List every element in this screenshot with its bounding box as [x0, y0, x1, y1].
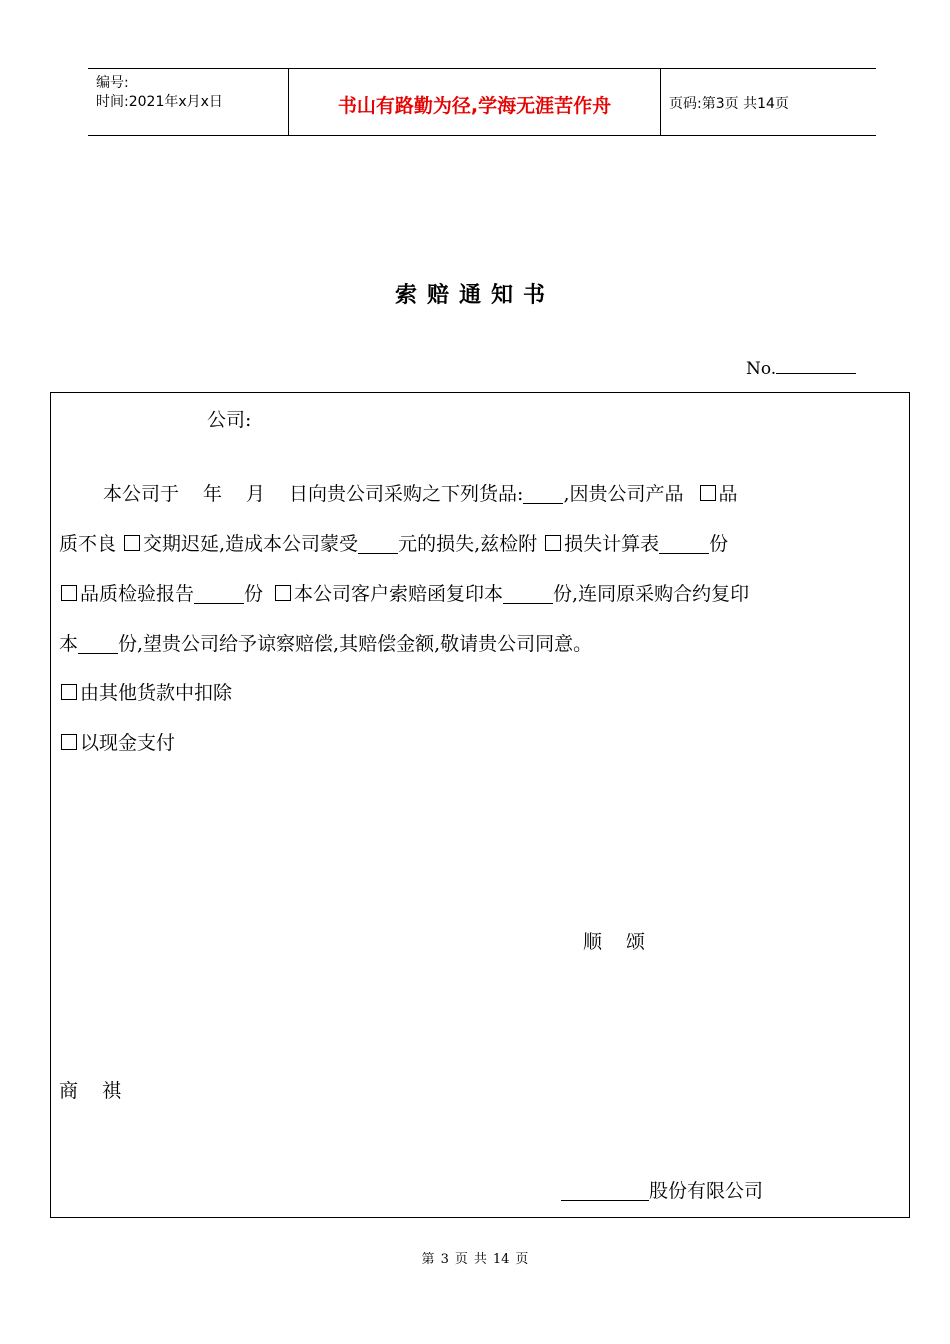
claim-copy-count-blank [503, 585, 553, 604]
document-number-label: No. [746, 359, 777, 379]
inspection-count-blank [194, 585, 244, 604]
closing-char-4: 祺 [102, 1080, 122, 1102]
p4-text-b: 份,望贵公司给予谅察赔偿,其赔偿金额,敬请贵公司同意。 [118, 633, 593, 655]
closing-char-3: 商 [59, 1080, 79, 1102]
option-deduct [59, 684, 232, 703]
paragraph-line-4 [59, 635, 592, 654]
goods-blank [523, 485, 563, 504]
header-table [88, 68, 876, 136]
option-cash-label: 以现金支付 [80, 732, 176, 754]
p2-text-c: 元的损失,兹检附 [398, 533, 538, 555]
header-page-cell [661, 69, 876, 135]
signature-company [561, 1182, 763, 1201]
option-cash [59, 734, 175, 753]
p1-text-d: 品 [718, 483, 738, 505]
footer-di: 第 [421, 1252, 435, 1267]
closing-char-1: 顺 [583, 931, 603, 953]
p3-text-b: 份 [244, 583, 264, 605]
paragraph-line-3 [59, 585, 749, 604]
delay-checkbox [124, 535, 140, 551]
cash-checkbox [61, 734, 77, 750]
option-deduct-label: 由其他货款中扣除 [80, 682, 233, 704]
document-number [746, 356, 856, 379]
company-name-blank [561, 1182, 649, 1201]
header-motto: 书山有路勤为径,学海无涯苦作舟 [337, 95, 612, 117]
closing-shunsong [583, 933, 645, 952]
footer-page-number: 3 [440, 1252, 449, 1267]
footer-ye-2: 页 [515, 1252, 529, 1267]
document-title: 索赔通知书 [394, 283, 555, 308]
document-number-blank [776, 356, 856, 374]
company-suffix: 股份有限公司 [649, 1180, 764, 1202]
loss-calc-checkbox [545, 535, 561, 551]
header-number-label: 编号: [96, 75, 129, 91]
header-motto-cell [288, 69, 661, 135]
inspection-report-checkbox [61, 585, 77, 601]
p2-text-a: 质不良 [59, 533, 117, 555]
closing-shangqi [59, 1082, 121, 1101]
p1-year: 年 [203, 483, 223, 505]
p2-text-e: 份 [709, 533, 729, 555]
p1-text-c: ,因贵公司产品 [563, 483, 684, 505]
footer-gong: 共 [473, 1252, 487, 1267]
p3-text-c: 本公司客户索赔函复印本 [294, 583, 504, 605]
quality-checkbox [700, 485, 716, 501]
p3-text-a: 品质检验报告 [80, 583, 195, 605]
customer-claim-checkbox [275, 585, 291, 601]
recipient-line: 公司: [207, 409, 252, 431]
p1-text-b: 日向贵公司采购之下列货品: [289, 483, 524, 505]
footer-total-pages: 14 [492, 1252, 510, 1267]
loss-calc-count-blank [659, 535, 709, 554]
page-footer [0, 1248, 950, 1267]
p4-text-a: 本 [59, 633, 79, 655]
loss-amount-blank [358, 535, 398, 554]
deduct-checkbox [61, 684, 77, 700]
p2-text-d: 损失计算表 [564, 533, 660, 555]
closing-char-2: 颂 [626, 931, 646, 953]
p1-text-a: 本公司于 [103, 483, 180, 505]
header-page-label: 页码:第3页 共14页 [669, 96, 789, 112]
footer-ye: 页 [454, 1252, 468, 1267]
p3-text-d: 份,连同原采购合约复印 [553, 583, 750, 605]
header-left-cell [88, 69, 288, 135]
header-time-label: 时间:2021年x月x日 [96, 94, 223, 110]
p2-text-b: 交期迟延,造成本公司蒙受 [143, 533, 359, 555]
letter-box [50, 392, 910, 1218]
contract-copy-count-blank [78, 635, 118, 654]
paragraph-line-2 [59, 535, 728, 554]
p1-month: 月 [246, 483, 266, 505]
paragraph-line-1 [103, 485, 738, 504]
